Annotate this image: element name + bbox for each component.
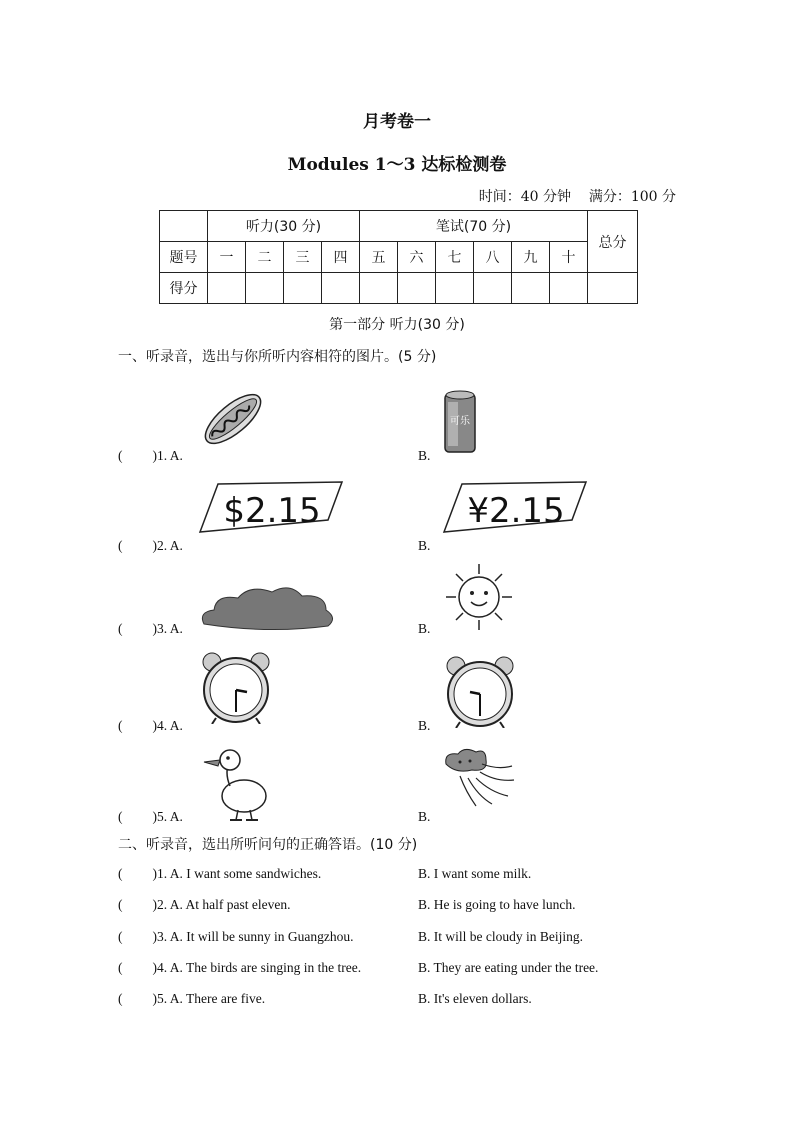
cloud-icon [198, 584, 338, 634]
score-cell[interactable] [246, 273, 284, 304]
option-b-label: B. [418, 718, 431, 733]
question-number: )5. [152, 991, 168, 1006]
score-cell[interactable] [322, 273, 360, 304]
price-dollar: $2.15 [223, 491, 321, 531]
score-cell[interactable] [398, 273, 436, 304]
option-b-label: B. [418, 538, 431, 553]
written-header: 笔试(70 分) [360, 211, 588, 242]
clock-icon [198, 652, 274, 724]
section2-title: 二、听录音，选出所听问句的正确答语。(10 分) [118, 837, 418, 853]
answer-paren[interactable]: ( [118, 448, 123, 463]
full-score-label: 满分：100 分 [588, 189, 676, 205]
option-b: B. They are eating under the tree. [418, 960, 599, 975]
answer-paren[interactable]: ( [118, 809, 123, 824]
row-label-number: 题号 [160, 242, 208, 273]
option-a: A. I want some sandwiches. [169, 866, 322, 881]
score-cell[interactable] [208, 273, 246, 304]
question-row [118, 448, 183, 464]
part-title: 第一部分 听力(30 分) [329, 317, 465, 333]
question-row [118, 621, 183, 637]
score-cell[interactable] [284, 273, 322, 304]
answer-paren[interactable]: ( [118, 991, 123, 1006]
section1-title: 一、听录音，选出与你所听内容相符的图片。(5 分) [118, 349, 437, 365]
option-a: A. At half past eleven. [169, 897, 291, 912]
can-label: 可乐 [450, 416, 470, 427]
col-2: 二 [246, 242, 284, 273]
hotdog-icon [198, 388, 268, 450]
answer-paren[interactable]: ( [118, 960, 123, 975]
col-6: 六 [398, 242, 436, 273]
question-row [118, 929, 354, 945]
total-header: 总分 [588, 211, 638, 273]
score-cell[interactable] [436, 273, 474, 304]
question-row [118, 809, 183, 825]
clock-icon [442, 656, 518, 728]
question-number: )3. [152, 929, 168, 944]
option-b-label: B. [418, 809, 431, 824]
score-cell[interactable] [550, 273, 588, 304]
option-b: B. He is going to have lunch. [418, 897, 576, 912]
yuan-banknote-icon [442, 480, 588, 536]
question-row [118, 866, 321, 882]
col-7: 七 [436, 242, 474, 273]
col-4: 四 [322, 242, 360, 273]
option-b-label: B. [418, 448, 431, 463]
question-number: )1. A. [152, 448, 183, 463]
page-subtitle: Modules 1～3 达标检测卷 [287, 155, 507, 175]
time-label: 时间：40 分钟 [478, 189, 572, 205]
col-1: 一 [208, 242, 246, 273]
question-row [118, 991, 265, 1007]
total-score-cell[interactable] [588, 273, 638, 304]
option-b: B. I want some milk. [418, 866, 532, 881]
answer-paren[interactable]: ( [118, 621, 123, 636]
question-number: )2. A. [152, 538, 183, 553]
answer-paren[interactable]: ( [118, 538, 123, 553]
answer-paren[interactable]: ( [118, 929, 123, 944]
answer-paren[interactable]: ( [118, 718, 123, 733]
option-a: A. There are five. [169, 991, 266, 1006]
page-title: 月考卷一 [363, 112, 431, 132]
question-number: )1. [152, 866, 168, 881]
question-row [118, 718, 183, 734]
dollar-banknote-icon [198, 480, 344, 536]
option-a: A. It will be sunny in Guangzhou. [169, 929, 354, 944]
listening-header: 听力(30 分) [208, 211, 360, 242]
cola-can-icon [442, 388, 478, 458]
wind-icon [442, 746, 518, 810]
score-cell[interactable] [360, 273, 398, 304]
answer-paren[interactable]: ( [118, 897, 123, 912]
question-row [118, 538, 183, 554]
option-a: A. The birds are singing in the tree. [169, 960, 362, 975]
option-b: B. It will be cloudy in Beijing. [418, 929, 583, 944]
question-row [118, 960, 361, 976]
question-row [118, 897, 290, 913]
col-5: 五 [360, 242, 398, 273]
col-10: 十 [550, 242, 588, 273]
col-9: 九 [512, 242, 550, 273]
sun-icon [444, 562, 514, 632]
question-number: )3. A. [152, 621, 183, 636]
score-cell[interactable] [512, 273, 550, 304]
score-table-corner [160, 211, 208, 242]
question-number: )5. A. [152, 809, 183, 824]
answer-paren[interactable]: ( [118, 866, 123, 881]
option-b: B. It's eleven dollars. [418, 991, 532, 1006]
question-number: )4. A. [152, 718, 183, 733]
score-cell[interactable] [474, 273, 512, 304]
col-8: 八 [474, 242, 512, 273]
row-label-score: 得分 [160, 273, 208, 304]
option-b-label: B. [418, 621, 431, 636]
price-yuan: ¥2.15 [467, 491, 565, 531]
duck-icon [200, 746, 270, 822]
score-table [159, 210, 638, 304]
col-3: 三 [284, 242, 322, 273]
question-number: )2. [152, 897, 168, 912]
question-number: )4. [152, 960, 168, 975]
exam-meta [479, 186, 676, 206]
